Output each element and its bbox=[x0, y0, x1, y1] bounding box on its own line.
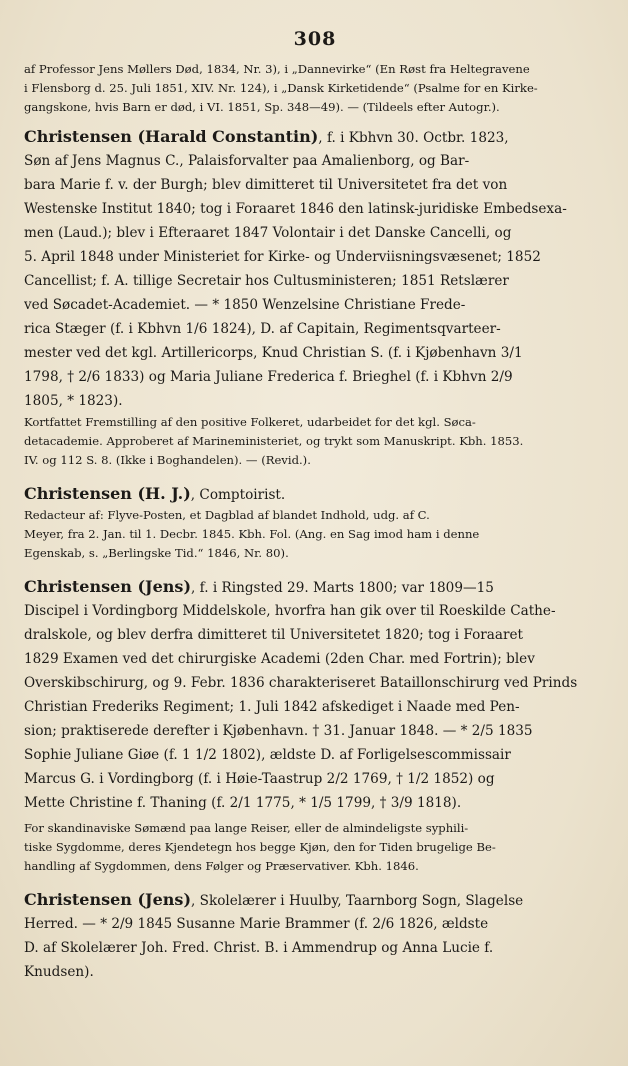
work-line: IV. og 112 S. 8. (Ikke i Boghandelen). — (Revid.). bbox=[24, 453, 311, 467]
entry-text-line: , f. i Ringsted 29. Marts 1800; var 1809—15 bbox=[191, 580, 494, 596]
entry-harald-constantin: Christensen (Harald Constantin), f. i Kbhvn 30. Octbr. 1823, Søn af Jens Magnus C., Palaisforvalter paa Amalienborg, og Bar- bara Marie f. v. der Burgh; blev dimitteret til Universitetet fra det von Westenske Institut 1840; tog i Foraaret 1846 den latinsk-juridiske Embedsexa- men (Laud.); blev i Efteraaret 1847 Volontair i det Danske Cancelli, og 5. April 1848 under Ministeriet for Kirke- og Underviisningsvæsenet; 1852 Cancellist; f. A. tillige Secretair hos Cultusministeren; 1851 Retslærer ved Søcadet-Academiet. — * 1850 Wenzelsine Christiane Frede- rica Stæger (f. i Kbhvn 1/6 1824), D. af Capitain, Regimentsqvarteer- mester ved det kgl. Artillericorps, Knud Christian S. (f. i Kjøbenhavn 3/1 1798, † 2/6 1833) og Maria Juliane Frederica f. Brieghel (f. i Kbhvn 2/9 1805, * 1823). bbox=[24, 125, 606, 413]
entry-text-line: Overskibschirurg, og 9. Febr. 1836 charakteriseret Bataillonschirurg ved Prinds bbox=[24, 675, 578, 691]
entry-text-line: Herred. — * 2/9 1845 Susanne Marie Brammer (f. 2/6 1826, ældste bbox=[24, 916, 489, 932]
entry-text-line: Marcus G. i Vordingborg (f. i Høie-Taastrup 2/2 1769, † 1/2 1852) og bbox=[24, 771, 495, 787]
work-line: tiske Sygdomme, deres Kjendetegn hos begge Kjøn, den for Tiden brugelige Be- bbox=[24, 840, 496, 854]
entry-text-line: Knudsen). bbox=[24, 964, 94, 980]
entry-text-line: D. af Skolelærer Joh. Fred. Christ. B. i Ammendrup og Anna Lucie f. bbox=[24, 940, 494, 956]
continuation-text bbox=[24, 60, 606, 117]
entry-text-line: mester ved det kgl. Artillericorps, Knud Christian S. (f. i Kjøbenhavn 3/1 bbox=[24, 345, 523, 361]
entry-text-line: , Comptoirist. bbox=[190, 487, 286, 503]
entry-works bbox=[24, 413, 606, 470]
entry-text-line: ved Søcadet-Academiet. — * 1850 Wenzelsine Christiane Frede- bbox=[24, 297, 466, 313]
work-line: Egenskab, s. „Berlingske Tid.“ 1846, Nr. 80). bbox=[24, 546, 289, 560]
entry-heading: Christensen (Harald Constantin) bbox=[24, 127, 319, 146]
entry-text-line: dralskole, og blev derfra dimitteret til Universitetet 1820; tog i Foraaret bbox=[24, 627, 523, 643]
entry-works bbox=[24, 819, 606, 876]
entry-text-line: Discipel i Vordingborg Middelskole, hvorfra han gik over til Roeskilde Cathe- bbox=[24, 603, 556, 619]
entry-heading: Christensen (H. J.) bbox=[24, 484, 191, 503]
entry-text-line: 1805, * 1823). bbox=[24, 393, 123, 409]
entry-text-line: Mette Christine f. Thaning (f. 2/1 1775, * 1/5 1799, † 3/9 1818). bbox=[24, 795, 462, 811]
entry-heading: Christensen (Jens) bbox=[24, 577, 192, 596]
work-line: Kortfattet Fremstilling af den positive Folkeret, udarbeidet for det kgl. Søca- bbox=[24, 415, 476, 429]
entry-works bbox=[24, 506, 606, 563]
continuation-line: af Professor Jens Møllers Død, 1834, Nr. 3), i „Dannevirke“ (En Røst fra Heltegravene bbox=[24, 62, 530, 76]
entry-text-line: Westenske Institut 1840; tog i Foraaret 1846 den latinsk-juridiske Embedsexa- bbox=[24, 201, 567, 217]
work-line: handling af Sygdommen, dens Følger og Præservativer. Kbh. 1846. bbox=[24, 859, 419, 873]
entry-hj bbox=[24, 482, 606, 506]
entry-text-line: sion; praktiserede derefter i Kjøbenhavn. † 31. Januar 1848. — * 2/5 1835 bbox=[24, 723, 533, 739]
entry-text-line: Christian Frederiks Regiment; 1. Juli 1842 afskediget i Naade med Pen- bbox=[24, 699, 520, 715]
entry-text-line: Sophie Juliane Giøe (f. 1 1/2 1802), ældste D. af Forligelsescommissair bbox=[24, 747, 511, 763]
entry-text-line: f. i Kbhvn 30. Octbr. 1823, bbox=[326, 130, 509, 146]
entry-jens-huulby bbox=[24, 888, 606, 984]
entry-text-line: rica Stæger (f. i Kbhvn 1/6 1824), D. af Capitain, Regimentsqvarteer- bbox=[24, 321, 501, 337]
entry-text-line: 1798, † 2/6 1833) og Maria Juliane Frederica f. Brieghel (f. i Kbhvn 2/9 bbox=[24, 369, 513, 385]
entry-jens-ringsted bbox=[24, 575, 606, 815]
continuation-line: gangskone, hvis Barn er død, i VI. 1851, Sp. 348—49). — (Tildeels efter Autogr.). bbox=[24, 100, 500, 114]
work-line: For skandinaviske Sømænd paa lange Reiser, eller de almindeligste syphili- bbox=[24, 821, 469, 835]
entry-text-line: 1829 Examen ved det chirurgiske Academi (2den Char. med Fortrin); blev bbox=[24, 651, 535, 667]
work-line: Redacteur af: Flyve-Posten, et Dagblad af blandet Indhold, udg. af C. bbox=[24, 508, 430, 522]
continuation-line: i Flensborg d. 25. Juli 1851, XIV. Nr. 124), i „Dansk Kirketidende“ (Psalme for en Kirke- bbox=[24, 81, 538, 95]
entry-text-line: men (Laud.); blev i Efteraaret 1847 Volontair i det Danske Cancelli, og bbox=[24, 225, 512, 241]
entry-heading: Christensen (Jens) bbox=[24, 890, 192, 909]
entry-text-line: bara Marie f. v. der Burgh; blev dimitteret til Universitetet fra det von bbox=[24, 177, 508, 193]
entry-text-line: 5. April 1848 under Ministeriet for Kirke- og Underviisningsvæsenet; 1852 bbox=[24, 249, 541, 265]
entry-text-line: , Skolelærer i Huulby, Taarnborg Sogn, Slagelse bbox=[191, 893, 524, 909]
work-line: Meyer, fra 2. Jan. til 1. Decbr. 1845. Kbh. Fol. (Ang. en Sag imod ham i denne bbox=[24, 527, 480, 541]
entry-text-line: Cancellist; f. A. tillige Secretair hos Cultusministeren; 1851 Retslærer bbox=[24, 273, 509, 289]
entry-text-line: Søn af Jens Magnus C., Palaisforvalter paa Amalienborg, og Bar- bbox=[24, 153, 470, 169]
page-number: 308 bbox=[293, 28, 337, 50]
work-line: detacademie. Approberet af Marineministeriet, og trykt som Manuskript. Kbh. 1853. bbox=[24, 434, 524, 448]
